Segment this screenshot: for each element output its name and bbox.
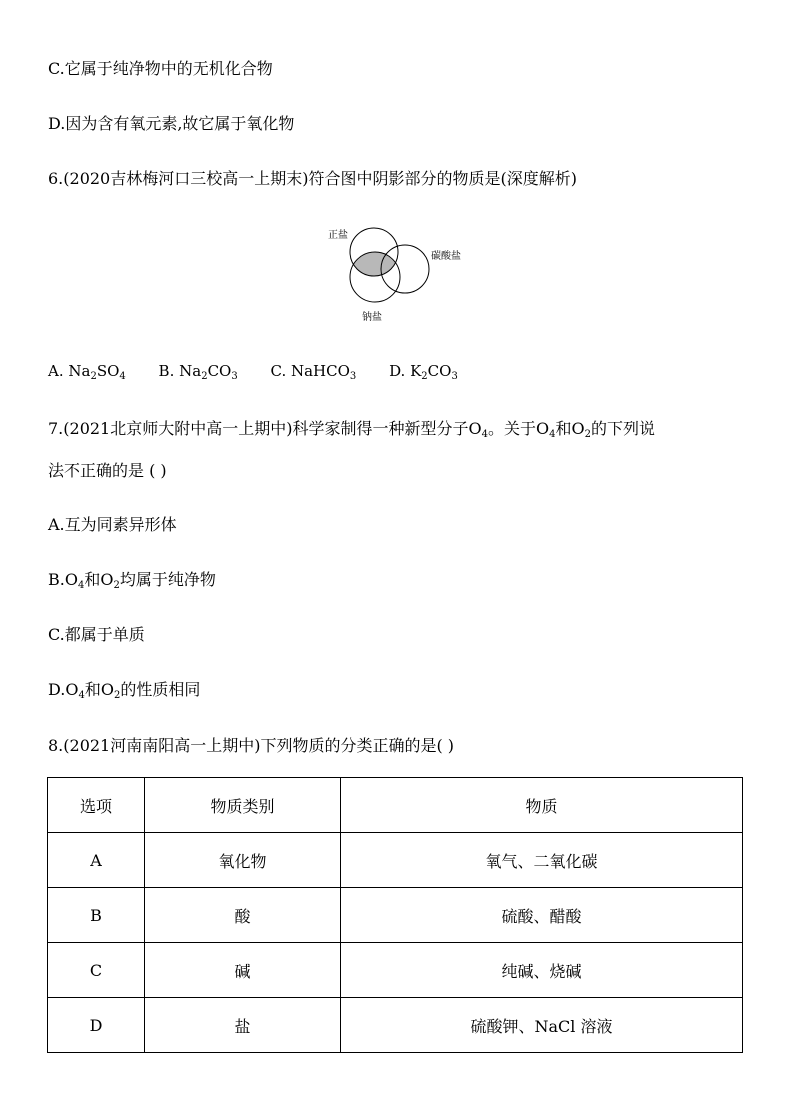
q6-option-a[interactable]: A. $Na_2SO_4$: [48, 362, 126, 382]
cell-option: D: [48, 998, 145, 1053]
cell-category: 碱: [145, 943, 341, 998]
cell-substance: 硫酸、醋酸: [341, 888, 743, 943]
cell-category: 酸: [145, 888, 341, 943]
q6-options: [48, 362, 486, 382]
q7-stem-line2: 法不正确的是 ( ): [48, 461, 167, 480]
table-row[interactable]: [48, 943, 743, 998]
label-zheng-yan: 正盐: [328, 230, 348, 241]
q7-option-c[interactable]: C.都属于单质: [48, 625, 145, 644]
cell-option: B: [48, 888, 145, 943]
header-category: 物质类别: [145, 778, 341, 833]
q7-option-a[interactable]: A.互为同素异形体: [48, 515, 177, 534]
cell-category: 氧化物: [145, 833, 341, 888]
table-row[interactable]: [48, 833, 743, 888]
table-row[interactable]: [48, 888, 743, 943]
q8-stem: 8.(2021河南南阳高一上期中)下列物质的分类正确的是( ): [48, 736, 455, 755]
q7-option-b[interactable]: $B.O_4$和$O_2$均属于纯净物: [48, 570, 216, 591]
q6-stem: 6.(2020吉林梅河口三校高一上期末)符合图中阴影部分的物质是(深度解析): [48, 169, 577, 188]
q6-option-d[interactable]: D. $K_2CO_3$: [389, 362, 458, 382]
header-substance: 物质: [341, 778, 743, 833]
q5-option-d: D.因为含有氧元素,故它属于氧化物: [48, 114, 295, 133]
header-option: 选项: [48, 778, 145, 833]
cell-substance: 氧气、二氧化碳: [341, 833, 743, 888]
cell-option: C: [48, 943, 145, 998]
classification-table: [47, 777, 743, 1053]
cell-substance: 硫酸钾、NaCl 溶液: [341, 998, 743, 1053]
q6-option-c[interactable]: C. NaHCO$_3$: [270, 362, 357, 382]
venn-diagram: [325, 222, 471, 326]
q7-option-d[interactable]: $D.O_4$和$O_2$的性质相同: [48, 680, 201, 701]
cell-option: A: [48, 833, 145, 888]
table-row[interactable]: [48, 998, 743, 1053]
cell-substance: 纯碱、烧碱: [341, 943, 743, 998]
cell-category: 盐: [145, 998, 341, 1053]
table-header-row: [48, 778, 743, 833]
label-tan-suan-yan: 碳酸盐: [431, 251, 461, 262]
q6-option-b[interactable]: B. $Na_2CO_3$: [158, 362, 238, 382]
q7-stem: 7.(2021北京师大附中高一上期中)科学家制得一种新型分子$O_4$。关于$O_4$和$O_2$的下列说: [48, 419, 655, 440]
q5-option-c: C.它属于纯净物中的无机化合物: [48, 59, 273, 78]
label-na-yan: 钠盐: [362, 312, 382, 323]
